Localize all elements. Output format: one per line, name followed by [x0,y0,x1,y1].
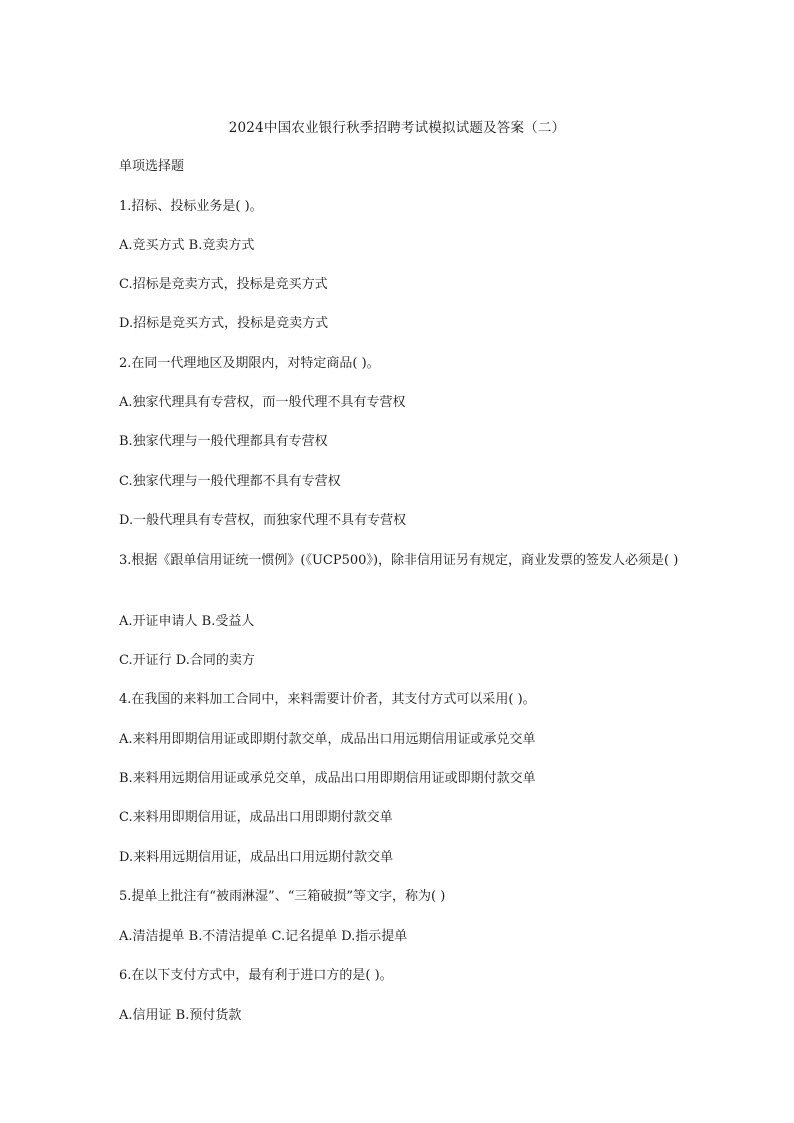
q4-option-c: C.来料用即期信用证，成品出口用即期付款交单 [119,810,393,825]
question-3: 3.根据《跟单信用证统一惯例》(《UCP500》)，除非信用证另有规定，商业发票的签发人必须是( ) [119,553,679,568]
q3-option-cd: C.开证行 D.合同的卖方 [119,653,255,668]
question-4: 4.在我国的来料加工合同中，来料需要计价者，其支付方式可以采用( )。 [119,692,536,707]
q4-option-b: B.来料用远期信用证或承兑交单，成品出口用即期信用证或即期付款交单 [119,771,536,786]
q5-options: A.清洁提单 B.不清洁提单 C.记名提单 D.指示提单 [119,929,408,944]
q3-option-ab: A.开证申请人 B.受益人 [119,614,255,629]
q4-option-a: A.来料用即期信用证或即期付款交单，成品出口用远期信用证或承兑交单 [119,732,536,747]
q6-option-ab: A.信用证 B.预付货款 [119,1008,242,1023]
q2-option-d: D.一般代理具有专营权，而独家代理不具有专营权 [119,513,407,528]
q1-option-d: D.招标是竞买方式，投标是竞卖方式 [119,316,329,331]
q4-option-d: D.来料用远期信用证，成品出口用远期付款交单 [119,850,394,865]
question-6: 6.在以下支付方式中，最有利于进口方的是( )。 [119,968,393,983]
question-2: 2.在同一代理地区及期限内，对特定商品( )。 [119,356,380,371]
document-title: 2024中国农业银行秋季招聘考试模拟试题及答案（二） [228,120,566,136]
question-5: 5.提单上批注有“被雨淋湿”、“三箱破损”等文字，称为( ) [119,889,446,904]
q2-option-c: C.独家代理与一般代理都不具有专营权 [119,474,341,489]
q1-option-c: C.招标是竞卖方式，投标是竞买方式 [119,277,328,292]
question-1: 1.招标、投标业务是( )。 [119,199,263,214]
section-heading: 单项选择题 [119,159,185,174]
q2-option-a: A.独家代理具有专营权，而一般代理不具有专营权 [119,395,406,410]
q2-option-b: B.独家代理与一般代理都具有专营权 [119,434,328,449]
q1-option-ab: A.竞买方式 B.竞卖方式 [119,238,255,253]
